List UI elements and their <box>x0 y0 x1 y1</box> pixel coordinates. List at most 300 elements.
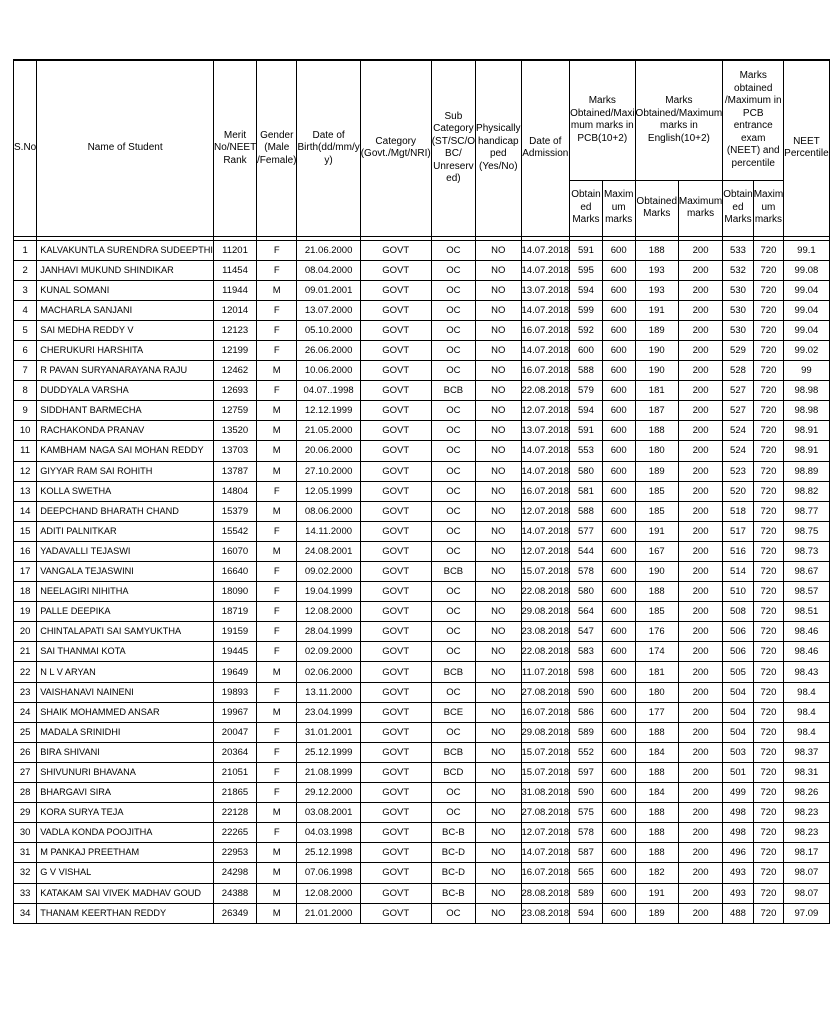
rank-cell: 20047 <box>213 722 256 742</box>
sno-cell: 18 <box>14 582 37 602</box>
neet-max-cell: 720 <box>753 280 783 300</box>
sub-category-cell: OC <box>431 521 475 541</box>
name-cell: SAI THANMAI KOTA <box>37 642 214 662</box>
name-cell: M PANKAJ PREETHAM <box>37 843 214 863</box>
eng-obtained-cell: 185 <box>635 481 678 501</box>
gender-cell: M <box>257 883 297 903</box>
name-cell: DUDDYALA VARSHA <box>37 381 214 401</box>
sub-category-cell: OC <box>431 783 475 803</box>
header-category: Category (Govt./Mgt/NRI) <box>360 60 431 236</box>
table-row <box>14 843 830 863</box>
eng-max-cell: 200 <box>678 722 722 742</box>
rank-cell: 12462 <box>213 361 256 381</box>
table-row <box>14 823 830 843</box>
admission-date-cell: 13.07.2018 <box>521 421 570 441</box>
percentile-cell: 99.1 <box>784 240 829 260</box>
name-cell: KORA SURYA TEJA <box>37 803 214 823</box>
neet-obtained-cell: 529 <box>723 340 753 360</box>
gender-cell: F <box>257 823 297 843</box>
eng-obtained-cell: 174 <box>635 642 678 662</box>
neet-max-cell: 720 <box>753 401 783 421</box>
gender-cell: F <box>257 682 297 702</box>
admission-date-cell: 15.07.2018 <box>521 562 570 582</box>
dob-cell: 02.06.2000 <box>297 662 360 682</box>
name-cell: JANHAVI MUKUND SHINDIKAR <box>37 260 214 280</box>
sub-category-cell: OC <box>431 240 475 260</box>
neet-obtained-cell: 504 <box>723 722 753 742</box>
table-row <box>14 582 830 602</box>
percentile-cell: 98.07 <box>784 883 829 903</box>
physically-handicapped-cell: NO <box>476 280 521 300</box>
table-row <box>14 320 830 340</box>
physically-handicapped-cell: NO <box>476 421 521 441</box>
rank-cell: 22265 <box>213 823 256 843</box>
neet-max-cell: 720 <box>753 622 783 642</box>
gender-cell: M <box>257 361 297 381</box>
neet-obtained-cell: 504 <box>723 682 753 702</box>
gender-cell: F <box>257 742 297 762</box>
eng-max-cell: 200 <box>678 340 722 360</box>
category-cell: GOVT <box>360 742 431 762</box>
percentile-cell: 98.73 <box>784 541 829 561</box>
eng-obtained-cell: 185 <box>635 602 678 622</box>
eng-obtained-cell: 188 <box>635 843 678 863</box>
eng-obtained-cell: 180 <box>635 441 678 461</box>
sub-category-cell: BC-D <box>431 863 475 883</box>
name-cell: DEEPCHAND BHARATH CHAND <box>37 501 214 521</box>
dob-cell: 04.03.1998 <box>297 823 360 843</box>
sno-cell: 1 <box>14 240 37 260</box>
sno-cell: 10 <box>14 421 37 441</box>
dob-cell: 12.08.2000 <box>297 883 360 903</box>
table-row <box>14 361 830 381</box>
sub-category-cell: OC <box>431 722 475 742</box>
sub-category-cell: BC-B <box>431 883 475 903</box>
percentile-cell: 98.57 <box>784 582 829 602</box>
eng-max-cell: 200 <box>678 843 722 863</box>
eng-max-cell: 200 <box>678 742 722 762</box>
eng-obtained-cell: 188 <box>635 762 678 782</box>
pcb-max-cell: 600 <box>602 381 635 401</box>
name-cell: SHAIK MOHAMMED ANSAR <box>37 702 214 722</box>
rank-cell: 16070 <box>213 541 256 561</box>
category-cell: GOVT <box>360 421 431 441</box>
percentile-cell: 98.26 <box>784 783 829 803</box>
student-merit-table <box>13 59 830 924</box>
pcb-max-cell: 600 <box>602 742 635 762</box>
physically-handicapped-cell: NO <box>476 240 521 260</box>
table-row <box>14 240 830 260</box>
neet-max-cell: 720 <box>753 722 783 742</box>
eng-obtained-cell: 190 <box>635 361 678 381</box>
admission-date-cell: 14.07.2018 <box>521 441 570 461</box>
neet-max-cell: 720 <box>753 361 783 381</box>
name-cell: R PAVAN SURYANARAYANA RAJU <box>37 361 214 381</box>
neet-max-cell: 720 <box>753 562 783 582</box>
pcb-max-cell: 600 <box>602 762 635 782</box>
eng-max-cell: 200 <box>678 622 722 642</box>
percentile-cell: 98.17 <box>784 843 829 863</box>
table-row <box>14 562 830 582</box>
sno-cell: 12 <box>14 461 37 481</box>
percentile-cell: 99 <box>784 361 829 381</box>
eng-obtained-cell: 177 <box>635 702 678 722</box>
physically-handicapped-cell: NO <box>476 340 521 360</box>
category-cell: GOVT <box>360 622 431 642</box>
pcb-max-cell: 600 <box>602 260 635 280</box>
rank-cell: 13787 <box>213 461 256 481</box>
admission-date-cell: 23.08.2018 <box>521 903 570 923</box>
physically-handicapped-cell: NO <box>476 441 521 461</box>
category-cell: GOVT <box>360 762 431 782</box>
neet-obtained-cell: 524 <box>723 421 753 441</box>
physically-handicapped-cell: NO <box>476 361 521 381</box>
name-cell: NEELAGIRI NIHITHA <box>37 582 214 602</box>
eng-obtained-cell: 190 <box>635 340 678 360</box>
neet-max-cell: 720 <box>753 260 783 280</box>
sno-cell: 30 <box>14 823 37 843</box>
category-cell: GOVT <box>360 320 431 340</box>
pcb-obtained-cell: 586 <box>570 702 603 722</box>
category-cell: GOVT <box>360 722 431 742</box>
sub-category-cell: OC <box>431 260 475 280</box>
sub-category-cell: BCB <box>431 381 475 401</box>
pcb-max-cell: 600 <box>602 340 635 360</box>
gender-cell: F <box>257 582 297 602</box>
neet-obtained-cell: 504 <box>723 702 753 722</box>
pcb-max-cell: 600 <box>602 883 635 903</box>
table-row <box>14 803 830 823</box>
category-cell: GOVT <box>360 300 431 320</box>
pcb-obtained-cell: 587 <box>570 843 603 863</box>
neet-obtained-cell: 498 <box>723 823 753 843</box>
eng-obtained-cell: 180 <box>635 682 678 702</box>
neet-max-cell: 720 <box>753 541 783 561</box>
sno-cell: 11 <box>14 441 37 461</box>
eng-obtained-cell: 191 <box>635 521 678 541</box>
eng-max-cell: 200 <box>678 300 722 320</box>
eng-max-cell: 200 <box>678 883 722 903</box>
eng-obtained-cell: 189 <box>635 461 678 481</box>
gender-cell: F <box>257 521 297 541</box>
category-cell: GOVT <box>360 702 431 722</box>
admission-date-cell: 29.08.2018 <box>521 602 570 622</box>
percentile-cell: 98.82 <box>784 481 829 501</box>
name-cell: VANGALA TEJASWINI <box>37 562 214 582</box>
physically-handicapped-cell: NO <box>476 622 521 642</box>
eng-max-cell: 200 <box>678 582 722 602</box>
pcb-obtained-cell: 594 <box>570 280 603 300</box>
table-row <box>14 783 830 803</box>
dob-cell: 12.12.1999 <box>297 401 360 421</box>
admission-date-cell: 16.07.2018 <box>521 702 570 722</box>
eng-max-cell: 200 <box>678 461 722 481</box>
dob-cell: 29.12.2000 <box>297 783 360 803</box>
pcb-max-cell: 600 <box>602 843 635 863</box>
rank-cell: 24298 <box>213 863 256 883</box>
neet-max-cell: 720 <box>753 863 783 883</box>
pcb-max-cell: 600 <box>602 300 635 320</box>
dob-cell: 25.12.1998 <box>297 843 360 863</box>
name-cell: PALLE DEEPIKA <box>37 602 214 622</box>
neet-max-cell: 720 <box>753 903 783 923</box>
neet-obtained-cell: 514 <box>723 562 753 582</box>
percentile-cell: 99.02 <box>784 340 829 360</box>
dob-cell: 12.08.2000 <box>297 602 360 622</box>
category-cell: GOVT <box>360 240 431 260</box>
sub-category-cell: OC <box>431 361 475 381</box>
dob-cell: 21.06.2000 <box>297 240 360 260</box>
sno-cell: 21 <box>14 642 37 662</box>
dob-cell: 21.08.1999 <box>297 762 360 782</box>
gender-cell: F <box>257 340 297 360</box>
header-neet-percentile: NEET Percentile <box>784 60 829 236</box>
neet-obtained-cell: 508 <box>723 602 753 622</box>
sub-category-cell: OC <box>431 320 475 340</box>
rank-cell: 18090 <box>213 582 256 602</box>
header-rank: Merit No/NEET Rank <box>213 60 256 236</box>
table-row <box>14 682 830 702</box>
neet-obtained-cell: 530 <box>723 320 753 340</box>
gender-cell: F <box>257 320 297 340</box>
sub-category-cell: OC <box>431 622 475 642</box>
rank-cell: 11944 <box>213 280 256 300</box>
rank-cell: 19893 <box>213 682 256 702</box>
header-pcb-marks: Marks Obtained/Maxi mum marks in PCB(10+2) <box>570 60 635 180</box>
percentile-cell: 98.91 <box>784 441 829 461</box>
neet-obtained-cell: 505 <box>723 662 753 682</box>
admission-date-cell: 27.08.2018 <box>521 803 570 823</box>
sno-cell: 4 <box>14 300 37 320</box>
neet-obtained-cell: 488 <box>723 903 753 923</box>
admission-date-cell: 22.08.2018 <box>521 582 570 602</box>
category-cell: GOVT <box>360 340 431 360</box>
name-cell: BHARGAVI SIRA <box>37 783 214 803</box>
percentile-cell: 99.04 <box>784 280 829 300</box>
pcb-obtained-cell: 590 <box>570 783 603 803</box>
percentile-cell: 99.04 <box>784 320 829 340</box>
gender-cell: M <box>257 903 297 923</box>
category-cell: GOVT <box>360 883 431 903</box>
admission-date-cell: 14.07.2018 <box>521 461 570 481</box>
physically-handicapped-cell: NO <box>476 381 521 401</box>
rank-cell: 20364 <box>213 742 256 762</box>
category-cell: GOVT <box>360 481 431 501</box>
pcb-max-cell: 600 <box>602 562 635 582</box>
name-cell: MACHARLA SANJANI <box>37 300 214 320</box>
percentile-cell: 98.43 <box>784 662 829 682</box>
eng-obtained-cell: 190 <box>635 562 678 582</box>
neet-obtained-cell: 523 <box>723 461 753 481</box>
neet-obtained-cell: 506 <box>723 642 753 662</box>
table-row <box>14 642 830 662</box>
header-pcb-obtained: Obtain ed Marks <box>570 180 603 236</box>
neet-max-cell: 720 <box>753 240 783 260</box>
category-cell: GOVT <box>360 280 431 300</box>
dob-cell: 20.06.2000 <box>297 441 360 461</box>
neet-max-cell: 720 <box>753 843 783 863</box>
percentile-cell: 98.23 <box>784 803 829 823</box>
percentile-cell: 98.75 <box>784 521 829 541</box>
pcb-obtained-cell: 580 <box>570 582 603 602</box>
category-cell: GOVT <box>360 843 431 863</box>
rank-cell: 19967 <box>213 702 256 722</box>
pcb-obtained-cell: 600 <box>570 340 603 360</box>
pcb-max-cell: 600 <box>602 240 635 260</box>
table-row <box>14 501 830 521</box>
sub-category-cell: OC <box>431 582 475 602</box>
admission-date-cell: 27.08.2018 <box>521 682 570 702</box>
rank-cell: 11201 <box>213 240 256 260</box>
pcb-obtained-cell: 553 <box>570 441 603 461</box>
pcb-obtained-cell: 552 <box>570 742 603 762</box>
eng-obtained-cell: 188 <box>635 421 678 441</box>
admission-date-cell: 23.08.2018 <box>521 622 570 642</box>
category-cell: GOVT <box>360 863 431 883</box>
gender-cell: M <box>257 461 297 481</box>
admission-date-cell: 16.07.2018 <box>521 481 570 501</box>
physically-handicapped-cell: NO <box>476 521 521 541</box>
physically-handicapped-cell: NO <box>476 722 521 742</box>
gender-cell: F <box>257 783 297 803</box>
sub-category-cell: OC <box>431 401 475 421</box>
sno-cell: 15 <box>14 521 37 541</box>
eng-obtained-cell: 189 <box>635 320 678 340</box>
name-cell: MADALA SRINIDHI <box>37 722 214 742</box>
dob-cell: 13.11.2000 <box>297 682 360 702</box>
neet-max-cell: 720 <box>753 702 783 722</box>
name-cell: SIDDHANT BARMECHA <box>37 401 214 421</box>
pcb-obtained-cell: 597 <box>570 762 603 782</box>
eng-obtained-cell: 185 <box>635 501 678 521</box>
table-row <box>14 300 830 320</box>
rank-cell: 11454 <box>213 260 256 280</box>
rank-cell: 12693 <box>213 381 256 401</box>
percentile-cell: 98.4 <box>784 702 829 722</box>
admission-date-cell: 12.07.2018 <box>521 823 570 843</box>
pcb-obtained-cell: 578 <box>570 823 603 843</box>
eng-max-cell: 200 <box>678 662 722 682</box>
sub-category-cell: OC <box>431 461 475 481</box>
eng-obtained-cell: 188 <box>635 803 678 823</box>
pcb-max-cell: 600 <box>602 722 635 742</box>
category-cell: GOVT <box>360 803 431 823</box>
admission-date-cell: 16.07.2018 <box>521 863 570 883</box>
physically-handicapped-cell: NO <box>476 702 521 722</box>
eng-max-cell: 200 <box>678 602 722 622</box>
dob-cell: 27.10.2000 <box>297 461 360 481</box>
sno-cell: 34 <box>14 903 37 923</box>
table-row <box>14 622 830 642</box>
neet-max-cell: 720 <box>753 340 783 360</box>
name-cell: VADLA KONDA POOJITHA <box>37 823 214 843</box>
pcb-max-cell: 600 <box>602 481 635 501</box>
pcb-max-cell: 600 <box>602 783 635 803</box>
neet-max-cell: 720 <box>753 300 783 320</box>
admission-date-cell: 12.07.2018 <box>521 401 570 421</box>
neet-obtained-cell: 517 <box>723 521 753 541</box>
neet-obtained-cell: 499 <box>723 783 753 803</box>
rank-cell: 19159 <box>213 622 256 642</box>
rank-cell: 15542 <box>213 521 256 541</box>
neet-obtained-cell: 527 <box>723 401 753 421</box>
gender-cell: F <box>257 240 297 260</box>
sub-category-cell: OC <box>431 280 475 300</box>
physically-handicapped-cell: NO <box>476 803 521 823</box>
pcb-obtained-cell: 590 <box>570 682 603 702</box>
percentile-cell: 98.23 <box>784 823 829 843</box>
pcb-max-cell: 600 <box>602 521 635 541</box>
eng-obtained-cell: 191 <box>635 883 678 903</box>
neet-obtained-cell: 503 <box>723 742 753 762</box>
admission-date-cell: 13.07.2018 <box>521 280 570 300</box>
name-cell: SAI MEDHA REDDY V <box>37 320 214 340</box>
table-row <box>14 762 830 782</box>
neet-max-cell: 720 <box>753 461 783 481</box>
table-row <box>14 481 830 501</box>
pcb-max-cell: 600 <box>602 401 635 421</box>
neet-obtained-cell: 520 <box>723 481 753 501</box>
sub-category-cell: BCB <box>431 662 475 682</box>
table-row <box>14 903 830 923</box>
neet-max-cell: 720 <box>753 642 783 662</box>
sno-cell: 33 <box>14 883 37 903</box>
dob-cell: 08.04.2000 <box>297 260 360 280</box>
gender-cell: F <box>257 762 297 782</box>
sno-cell: 3 <box>14 280 37 300</box>
percentile-cell: 98.4 <box>784 722 829 742</box>
pcb-obtained-cell: 547 <box>570 622 603 642</box>
gender-cell: F <box>257 260 297 280</box>
neet-obtained-cell: 516 <box>723 541 753 561</box>
neet-max-cell: 720 <box>753 381 783 401</box>
eng-max-cell: 200 <box>678 642 722 662</box>
sno-cell: 19 <box>14 602 37 622</box>
sub-category-cell: BCE <box>431 702 475 722</box>
pcb-obtained-cell: 599 <box>570 300 603 320</box>
table-row <box>14 441 830 461</box>
gender-cell: F <box>257 602 297 622</box>
sno-cell: 2 <box>14 260 37 280</box>
pcb-max-cell: 600 <box>602 320 635 340</box>
category-cell: GOVT <box>360 541 431 561</box>
sno-cell: 23 <box>14 682 37 702</box>
name-cell: SHIVUNURI BHAVANA <box>37 762 214 782</box>
pcb-max-cell: 600 <box>602 441 635 461</box>
gender-cell: F <box>257 481 297 501</box>
sno-cell: 22 <box>14 662 37 682</box>
admission-date-cell: 14.07.2018 <box>521 300 570 320</box>
gender-cell: F <box>257 562 297 582</box>
table-row <box>14 401 830 421</box>
pcb-obtained-cell: 583 <box>570 642 603 662</box>
pcb-max-cell: 600 <box>602 280 635 300</box>
percentile-cell: 98.46 <box>784 622 829 642</box>
neet-max-cell: 720 <box>753 602 783 622</box>
physically-handicapped-cell: NO <box>476 300 521 320</box>
pcb-obtained-cell: 598 <box>570 662 603 682</box>
dob-cell: 09.02.2000 <box>297 562 360 582</box>
pcb-obtained-cell: 589 <box>570 722 603 742</box>
gender-cell: M <box>257 702 297 722</box>
header-english-marks: Marks Obtained/Maximum marks in English(10+2) <box>635 60 723 180</box>
name-cell: YADAVALLI TEJASWI <box>37 541 214 561</box>
neet-max-cell: 720 <box>753 662 783 682</box>
category-cell: GOVT <box>360 662 431 682</box>
name-cell: RACHAKONDA PRANAV <box>37 421 214 441</box>
header-dob: Date of Birth(dd/mm/y y) <box>297 60 360 236</box>
eng-obtained-cell: 182 <box>635 863 678 883</box>
